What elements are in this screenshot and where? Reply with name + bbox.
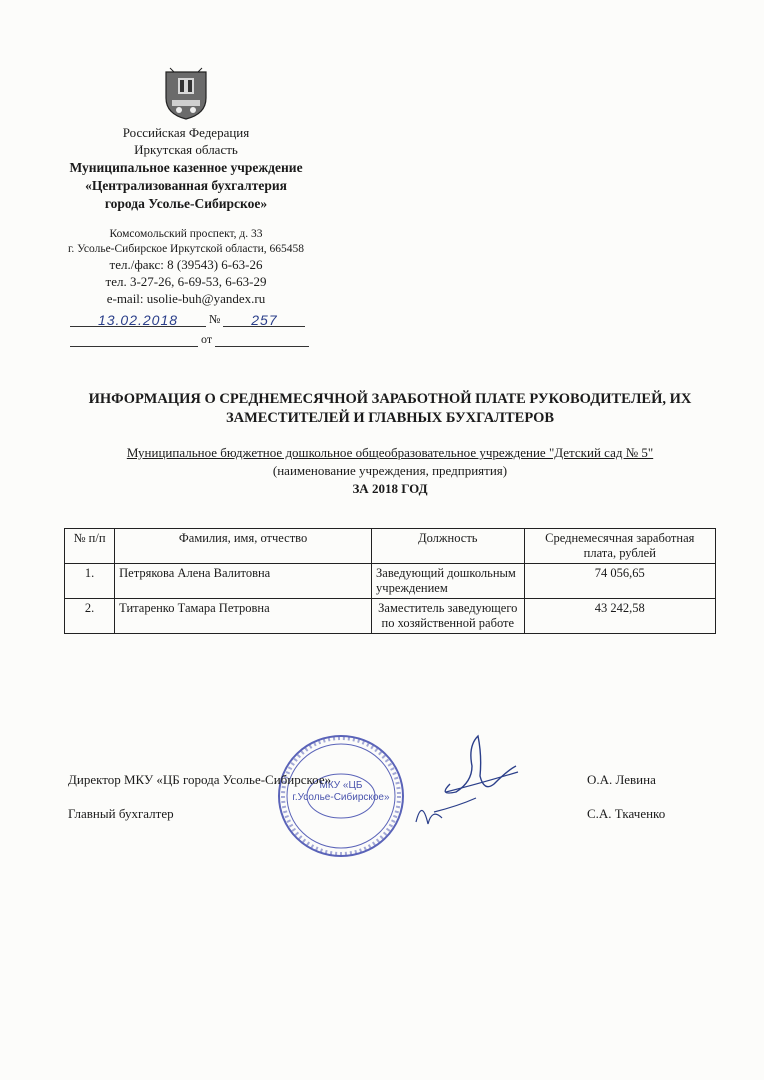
org-name-line3: города Усолье-Сибирское» [104, 196, 268, 211]
document-title-line1: ИНФОРМАЦИЯ О СРЕДНЕМЕСЯЧНОЙ ЗАРАБОТНОЙ ПЛАТЕ РУКОВОДИТЕЛЕЙ, ИХ [88, 391, 692, 407]
institution-caption: (наименование учреждения, предприятия) [272, 463, 508, 478]
row-number: 1. [65, 564, 115, 599]
director-signature [398, 726, 528, 836]
header-salary: Среднемесячная заработная плата, рублей [524, 529, 715, 564]
address-street: Комсомольский проспект, д. 33 [109, 228, 263, 240]
document-title-line2: ЗАМЕСТИТЕЛЕЙ И ГЛАВНЫХ БУХГАЛТЕРОВ [225, 410, 555, 426]
row-position: Заведующий дошкольным учреждением [372, 564, 525, 599]
accountant-name: С.А. Ткаченко [587, 806, 666, 821]
table-row [65, 599, 716, 634]
registration-number-field [223, 312, 305, 327]
row-full-name: Петрякова Алена Валитовна [115, 564, 372, 599]
country-line: Российская Федерация [122, 125, 250, 140]
director-title: Директор МКУ «ЦБ города Усолье-Сибирское» [68, 772, 332, 787]
registration-row [70, 312, 305, 327]
phone-numbers: тел. 3-27-26, 6-69-53, 6-63-29 [105, 274, 267, 289]
reference-number-field [70, 332, 198, 347]
accountant-title: Главный бухгалтер [68, 806, 174, 821]
reference-row [70, 332, 309, 347]
org-name-line2: «Централизованная бухгалтерия [85, 178, 287, 193]
table-row [65, 564, 716, 599]
number-sign: № [209, 312, 221, 326]
region-line: Иркутская область [134, 142, 238, 157]
report-period: ЗА 2018 ГОД [352, 481, 428, 496]
from-label: от [201, 332, 213, 346]
reference-date-field [215, 332, 309, 347]
registration-date-field [70, 312, 206, 327]
table-header-row [65, 529, 716, 564]
institution-name: Муниципальное бюджетное дошкольное общеобразовательное учреждение "Детский сад № 5" [126, 445, 654, 460]
header-position: Должность [372, 529, 525, 564]
row-number: 2. [65, 599, 115, 634]
header-full-name: Фамилия, имя, отчество [115, 529, 372, 564]
director-name: О.А. Левина [587, 772, 656, 787]
org-name-line1: Муниципальное казенное учреждение [69, 160, 303, 175]
row-salary: 74 056,65 [524, 564, 715, 599]
stamp-text-line1: МКУ «ЦБ [319, 780, 363, 791]
stamp-text-line2: г.Усолье-Сибирское» [292, 792, 390, 803]
header-number: № п/п [65, 529, 115, 564]
salary-table [64, 528, 716, 634]
row-full-name: Титаренко Тамара Петровна [115, 599, 372, 634]
coat-of-arms-emblem [164, 66, 208, 120]
registration-date: 13.02.2018 [97, 312, 179, 328]
email-line: e-mail: usolie-buh@yandex.ru [106, 291, 266, 306]
row-salary: 43 242,58 [524, 599, 715, 634]
phone-fax: тел./факс: 8 (39543) 6-63-26 [109, 257, 263, 272]
address-city: г. Усолье-Сибирское Иркутской области, 665458 [67, 243, 305, 255]
registration-number: 257 [251, 312, 278, 328]
row-position: Заместитель заведующего по хозяйственной работе [372, 599, 525, 634]
